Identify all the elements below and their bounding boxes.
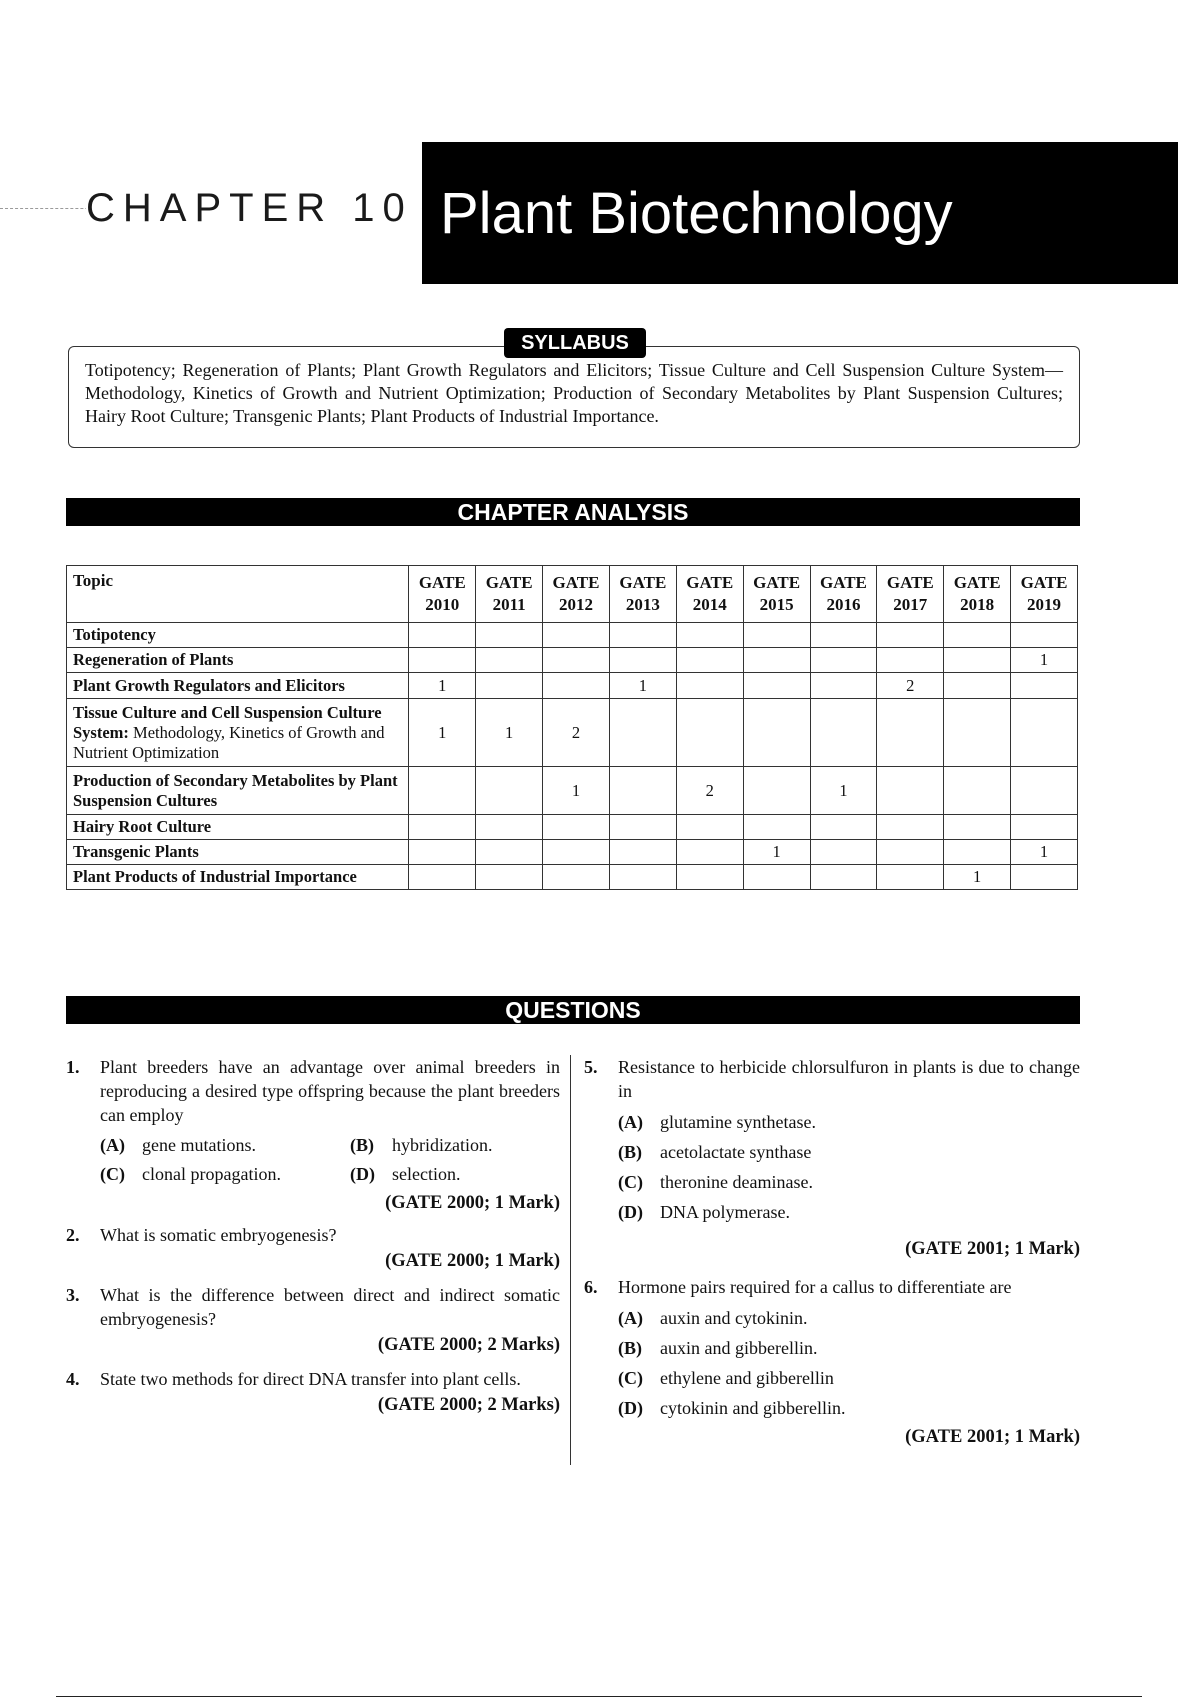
question-item (66, 1283, 560, 1359)
question-text: Resistance to herbicide chlorsulfuron in plants is due to change in (618, 1057, 1080, 1101)
count-cell (877, 840, 944, 865)
option-key: (D) (618, 1202, 643, 1222)
count-cell (609, 865, 676, 890)
count-cell (1011, 623, 1078, 648)
option-key: (A) (100, 1135, 125, 1155)
count-cell (676, 840, 743, 865)
count-cell (743, 623, 810, 648)
option-text: ethylene and gibberellin (660, 1368, 834, 1388)
count-cell (743, 767, 810, 815)
topic-cell (67, 673, 409, 699)
option-item (100, 1131, 350, 1160)
question-text: State two methods for direct DNA transfer into plant cells. (100, 1369, 521, 1389)
count-cell (810, 840, 877, 865)
table-row (67, 699, 1078, 767)
count-cell (743, 865, 810, 890)
count-cell: 1 (1011, 648, 1078, 673)
year-column-header: GATE 2015 (743, 566, 810, 623)
count-cell (543, 840, 610, 865)
table-row (67, 865, 1078, 890)
question-number: 1. (66, 1057, 80, 1077)
chapter-label: CHAPTER 10 (86, 186, 421, 231)
table-row (67, 623, 1078, 648)
exam-tag: (GATE 2000; 1 Mark) (385, 1251, 560, 1271)
count-cell (476, 673, 543, 699)
question-number: 4. (66, 1369, 80, 1389)
topic-cell (67, 648, 409, 673)
option-key: (A) (618, 1112, 643, 1132)
count-cell (810, 673, 877, 699)
count-cell (609, 623, 676, 648)
question-number: 6. (584, 1277, 598, 1297)
option-item (618, 1137, 1080, 1167)
topic-name: Transgenic Plants (73, 842, 199, 861)
count-cell (810, 648, 877, 673)
count-cell: 1 (543, 767, 610, 815)
count-cell (609, 815, 676, 840)
options-row (100, 1131, 560, 1160)
count-cell (543, 815, 610, 840)
count-cell (609, 767, 676, 815)
year-column-header: GATE 2010 (409, 566, 476, 623)
count-cell (877, 648, 944, 673)
option-key: (C) (618, 1368, 643, 1388)
option-item (618, 1107, 1080, 1137)
option-text: DNA polymerase. (660, 1202, 790, 1222)
question-text: What is somatic embryogenesis? (100, 1225, 337, 1245)
question-text: Plant breeders have an advantage over animal breeders in reproducing a desired type offspring because the plant breeders can employ (100, 1057, 560, 1125)
topic-cell (67, 865, 409, 890)
count-cell: 1 (944, 865, 1011, 890)
count-cell (877, 699, 944, 767)
count-cell: 2 (877, 673, 944, 699)
question-item (66, 1055, 560, 1217)
topic-detail: Methodology, Kinetics of Growth and Nutrient Optimization (73, 722, 385, 762)
count-cell (1011, 865, 1078, 890)
count-cell (676, 648, 743, 673)
count-cell (944, 648, 1011, 673)
table-row (67, 673, 1078, 699)
option-item (618, 1167, 1080, 1197)
option-key: (B) (618, 1142, 642, 1162)
table-header-row (67, 566, 1078, 623)
option-text: auxin and gibberellin. (660, 1338, 818, 1358)
count-cell: 1 (409, 673, 476, 699)
option-key: (C) (618, 1172, 643, 1192)
option-text: glutamine synthetase. (660, 1112, 816, 1132)
count-cell (810, 815, 877, 840)
question-text: What is the difference between direct and indirect somatic embryogenesis? (100, 1285, 560, 1329)
topic-name: Totipotency (73, 625, 156, 644)
count-cell (743, 648, 810, 673)
count-cell (810, 623, 877, 648)
count-cell: 1 (810, 767, 877, 815)
count-cell (877, 865, 944, 890)
count-cell (676, 815, 743, 840)
year-column-header: GATE 2014 (676, 566, 743, 623)
exam-tag: (GATE 2001; 1 Mark) (905, 1427, 1080, 1447)
count-cell (743, 815, 810, 840)
option-item (618, 1393, 1080, 1423)
count-cell (1011, 699, 1078, 767)
count-cell (676, 623, 743, 648)
topic-name: Hairy Root Culture (73, 817, 212, 836)
options-list (100, 1131, 560, 1189)
option-key: (B) (618, 1338, 642, 1358)
exam-tag: (GATE 2000; 2 Marks) (377, 1395, 560, 1415)
count-cell (810, 865, 877, 890)
count-cell (944, 767, 1011, 815)
count-cell (1011, 673, 1078, 699)
footer-rule (56, 1696, 1142, 1697)
option-key: (D) (350, 1164, 375, 1184)
count-cell: 2 (676, 767, 743, 815)
option-text: selection. (392, 1164, 461, 1184)
count-cell (676, 673, 743, 699)
option-key: (A) (618, 1308, 643, 1328)
topic-cell (67, 840, 409, 865)
count-cell: 1 (409, 699, 476, 767)
count-cell (409, 648, 476, 673)
option-item (350, 1131, 600, 1160)
count-cell (409, 865, 476, 890)
year-column-header: GATE 2013 (609, 566, 676, 623)
count-cell (543, 865, 610, 890)
count-cell (543, 648, 610, 673)
count-cell (409, 840, 476, 865)
option-text: acetolactate synthase (660, 1142, 812, 1162)
question-item (584, 1275, 1080, 1451)
table-row (67, 840, 1078, 865)
topic-cell (67, 767, 409, 815)
options-list (618, 1303, 1080, 1423)
count-cell (944, 840, 1011, 865)
count-cell (877, 767, 944, 815)
topic-cell (67, 699, 409, 767)
count-cell: 1 (609, 673, 676, 699)
option-item (350, 1160, 600, 1189)
count-cell: 2 (543, 699, 610, 767)
table-row (67, 815, 1078, 840)
count-cell (743, 699, 810, 767)
option-key: (D) (618, 1398, 643, 1418)
exam-tag: (GATE 2000; 2 Marks) (377, 1335, 560, 1355)
question-item (584, 1055, 1080, 1263)
count-cell (676, 865, 743, 890)
questions-left-column (66, 1055, 560, 1419)
chapter-analysis-heading: CHAPTER ANALYSIS (66, 498, 1080, 526)
option-item (618, 1333, 1080, 1363)
count-cell (944, 699, 1011, 767)
question-item (66, 1223, 560, 1275)
year-column-header: GATE 2016 (810, 566, 877, 623)
syllabus-heading: SYLLABUS (504, 328, 646, 358)
count-cell (543, 673, 610, 699)
count-cell (409, 815, 476, 840)
question-number: 2. (66, 1225, 80, 1245)
count-cell (476, 815, 543, 840)
count-cell (476, 865, 543, 890)
count-cell (476, 840, 543, 865)
count-cell (944, 623, 1011, 648)
option-item (618, 1363, 1080, 1393)
count-cell: 1 (1011, 840, 1078, 865)
options-row (100, 1160, 560, 1189)
topic-name: Tissue Culture and Cell Suspension Culture System: (73, 702, 382, 742)
questions-section (66, 1055, 1080, 1475)
count-cell (676, 699, 743, 767)
topic-cell (67, 623, 409, 648)
topic-name: Plant Products of Industrial Importance (73, 867, 357, 886)
count-cell (476, 623, 543, 648)
option-text: gene mutations. (142, 1135, 256, 1155)
table-row (67, 648, 1078, 673)
count-cell (877, 815, 944, 840)
count-cell (409, 623, 476, 648)
year-column-header: GATE 2011 (476, 566, 543, 623)
count-cell (609, 699, 676, 767)
topic-cell (67, 815, 409, 840)
count-cell: 1 (476, 699, 543, 767)
count-cell (1011, 815, 1078, 840)
year-column-header: GATE 2018 (944, 566, 1011, 623)
topic-name: Production of Secondary Metabolites by Plant Suspension Cultures (73, 770, 398, 810)
option-text: hybridization. (392, 1135, 493, 1155)
column-divider (570, 1055, 571, 1465)
question-number: 3. (66, 1285, 80, 1305)
question-item (66, 1367, 560, 1419)
count-cell (476, 767, 543, 815)
count-cell (409, 767, 476, 815)
option-text: auxin and cytokinin. (660, 1308, 808, 1328)
option-item (100, 1160, 350, 1189)
option-item (618, 1303, 1080, 1333)
chapter-analysis-table (66, 565, 1078, 890)
question-number: 5. (584, 1057, 598, 1077)
questions-heading: QUESTIONS (66, 996, 1080, 1024)
count-cell (609, 648, 676, 673)
topic-name: Regeneration of Plants (73, 650, 234, 669)
options-list (618, 1107, 1080, 1227)
chapter-title: Plant Biotechnology (422, 142, 1178, 284)
exam-tag: (GATE 2000; 1 Mark) (385, 1193, 560, 1213)
topic-name: Plant Growth Regulators and Elicitors (73, 675, 345, 695)
syllabus-text: Totipotency; Regeneration of Plants; Plant Growth Regulators and Elicitors; Tissue Culture and Cell Suspension Culture System— Methodology, Kinetics of Growth and Nutrient Optimization; Production of Secondary Metabolites by Plant Suspension Cultures; Hairy Root Culture; Transgenic Plants; Plant Products of Industrial Importance. (85, 360, 1063, 426)
questions-right-column (584, 1055, 1080, 1451)
syllabus-box (68, 346, 1080, 448)
option-text: theronine deaminase. (660, 1172, 813, 1192)
count-cell (609, 840, 676, 865)
option-text: cytokinin and gibberellin. (660, 1398, 846, 1418)
count-cell (743, 673, 810, 699)
question-text: Hormone pairs required for a callus to differentiate are (618, 1277, 1012, 1297)
year-column-header: GATE 2012 (543, 566, 610, 623)
topic-column-header: Topic (67, 566, 409, 623)
option-text: clonal propagation. (142, 1164, 281, 1184)
count-cell: 1 (743, 840, 810, 865)
option-key: (C) (100, 1164, 125, 1184)
count-cell (944, 815, 1011, 840)
count-cell (1011, 767, 1078, 815)
exam-tag: (GATE 2001; 1 Mark) (905, 1239, 1080, 1259)
count-cell (810, 699, 877, 767)
table-row (67, 767, 1078, 815)
count-cell (543, 623, 610, 648)
year-column-header: GATE 2019 (1011, 566, 1078, 623)
count-cell (944, 673, 1011, 699)
option-key: (B) (350, 1135, 374, 1155)
count-cell (877, 623, 944, 648)
year-column-header: GATE 2017 (877, 566, 944, 623)
option-item (618, 1197, 1080, 1227)
count-cell (476, 648, 543, 673)
